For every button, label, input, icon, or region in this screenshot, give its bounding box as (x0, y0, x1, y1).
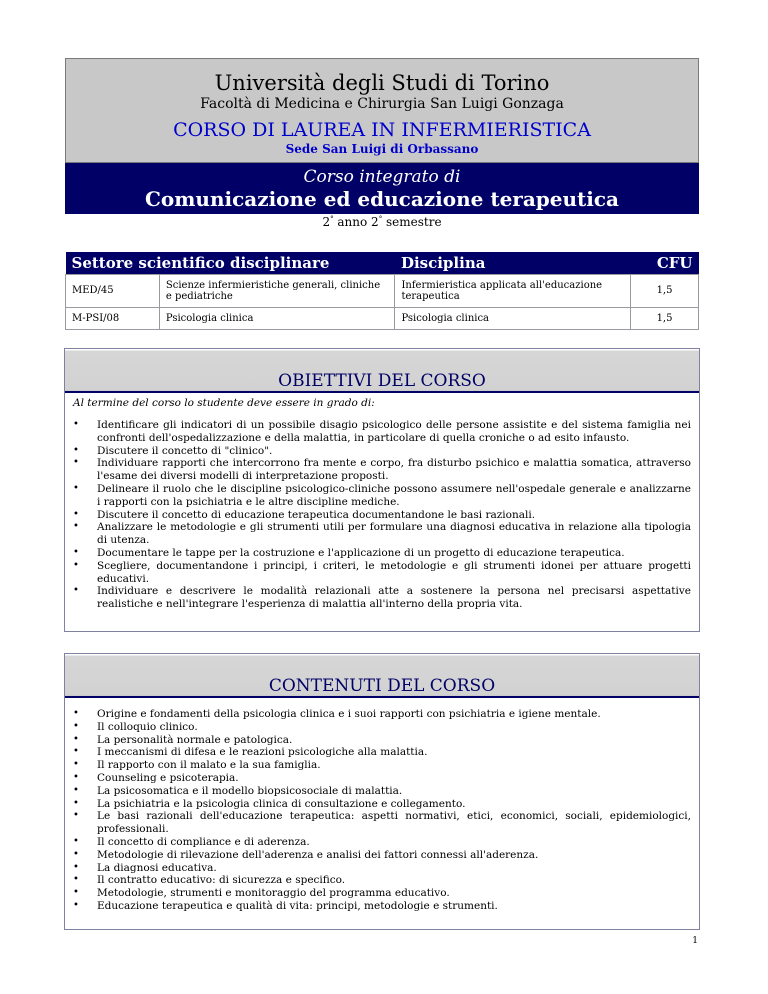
cell-code: M-PSI/08 (66, 308, 160, 330)
list-item: • Counseling e psicoterapia. (97, 772, 691, 785)
contents-section (64, 653, 700, 930)
site-name: Sede San Luigi di Orbassano (285, 142, 479, 156)
list-item: • Discutere il concetto di educazione terapeutica documentandone le basi razionali. (97, 509, 691, 522)
list-item: • Educazione terapeutica e qualità di vita: principi, metodologie e strumenti. (97, 900, 691, 913)
contents-heading: CONTENUTI DEL CORSO (268, 676, 496, 696)
heading-rule (65, 696, 699, 698)
year-label: anno 2 (333, 215, 379, 229)
university-name: Università degli Studi di Torino (214, 71, 550, 95)
table-row (66, 308, 699, 330)
cell-disciplina: Infermieristica applicata all'educazione terapeutica (395, 275, 631, 308)
table-row (66, 275, 699, 308)
objectives-list (65, 419, 699, 617)
list-item: • Individuare e descrivere le modalità relazionali atte a sostenere la persona nel precisarsi aspettative realistiche e nell'integrare l'esperienza di malattia all'interno della propria vita. (97, 585, 691, 611)
list-item: • Identificare gli indicatori di un possibile disagio psicologico delle persone assistite e del sistema famiglia nei confronti dell'ospedalizzazione e della malattia, in particolare di quella croniche o ad esito infausto. (97, 419, 691, 445)
contents-heading-bar (65, 654, 699, 698)
list-item: • Discutere il concetto di "clinico". (97, 445, 691, 458)
list-item: • La psichiatria e la psicologia clinica di consultazione e collegamento. (97, 798, 691, 811)
header-cfu: CFU (631, 252, 699, 275)
course-title: Comunicazione ed educazione terapeutica (144, 187, 620, 211)
header-box (65, 58, 699, 163)
objectives-section (64, 348, 700, 632)
list-item: • La psicosomatica e il modello biopsicosociale di malattia. (97, 785, 691, 798)
list-item: • Individuare rapporti che intercorrono fra mente e corpo, fra disturbo psichico e malattia somatica, attraverso l'esame dei diversi modelli di interpretazione proposti. (97, 457, 691, 483)
list-item: • Il rapporto con il malato e la sua famiglia. (97, 759, 691, 772)
cell-ssd: Scienze infermieristiche generali, cliniche e pediatriche (159, 275, 395, 308)
list-item: • La personalità normale e patologica. (97, 734, 691, 747)
degree-title: CORSO DI LAUREA IN INFERMIERISTICA (173, 119, 591, 141)
year-semester (65, 215, 699, 229)
list-item: • Scegliere, documentandone i principi, i criteri, le metodologie e gli strumenti idonei per attuare progetti educativi. (97, 560, 691, 586)
semester-label: semestre (382, 215, 442, 229)
cell-cfu: 1,5 (631, 308, 699, 330)
cell-code: MED/45 (66, 275, 160, 308)
list-item: • Delineare il ruolo che le discipline psicologico-cliniche possono assumere nell'ospedale generale e analizzarne i rapporti con la psichiatria e le altre discipline mediche. (97, 483, 691, 509)
list-item: • Origine e fondamenti della psicologia clinica e i suoi rapporti con psichiatria e igiene mentale. (97, 708, 691, 721)
header-ssd: Settore scientifico disciplinare (66, 252, 395, 275)
heading-rule (65, 391, 699, 393)
list-item: • Il contratto educativo: di sicurezza e specifico. (97, 874, 691, 887)
list-item: • Documentare le tappe per la costruzione e l'applicazione di un progetto di educazione terapeutica. (97, 547, 691, 560)
list-item: • I meccanismi di difesa e le reazioni psicologiche alla malattia. (97, 746, 691, 759)
list-item: • Il concetto di compliance e di aderenza. (97, 836, 691, 849)
credits-table (65, 252, 699, 330)
cell-ssd: Psicologia clinica (159, 308, 395, 330)
year-number: 2 (322, 215, 331, 229)
list-item: • Metodologie, strumenti e monitoraggio del programma educativo. (97, 887, 691, 900)
list-item: • Analizzare le metodologie e gli strumenti utili per formulare una diagnosi educativa in relazione alla tipologia di utenza. (97, 521, 691, 547)
list-item: • Le basi razionali dell'educazione terapeutica: aspetti normativi, etici, economici, sociali, epidemiologici, professionali. (97, 810, 691, 836)
year-ordinal-mark: ° (330, 215, 334, 223)
cell-cfu: 1,5 (631, 275, 699, 308)
list-item: • Metodologie di rilevazione dell'aderenza e analisi dei fattori connessi all'aderenza. (97, 849, 691, 862)
course-banner (65, 163, 699, 214)
objectives-heading: OBIETTIVI DEL CORSO (278, 371, 486, 391)
cell-disciplina: Psicologia clinica (395, 308, 631, 330)
objectives-heading-bar (65, 349, 699, 393)
table-header-row (66, 252, 699, 275)
objectives-intro: Al termine del corso lo studente deve essere in grado di: (73, 397, 375, 409)
list-item: • La diagnosi educativa. (97, 862, 691, 875)
semester-ordinal-mark: ° (378, 215, 383, 223)
contents-list (65, 698, 699, 919)
page-number: 1 (692, 936, 698, 946)
header-disciplina: Disciplina (395, 252, 631, 275)
list-item: • Il colloquio clinico. (97, 721, 691, 734)
course-kicker: Corso integrato di (303, 167, 461, 187)
faculty-name: Facoltà di Medicina e Chirurgia San Luigi Gonzaga (200, 96, 564, 112)
